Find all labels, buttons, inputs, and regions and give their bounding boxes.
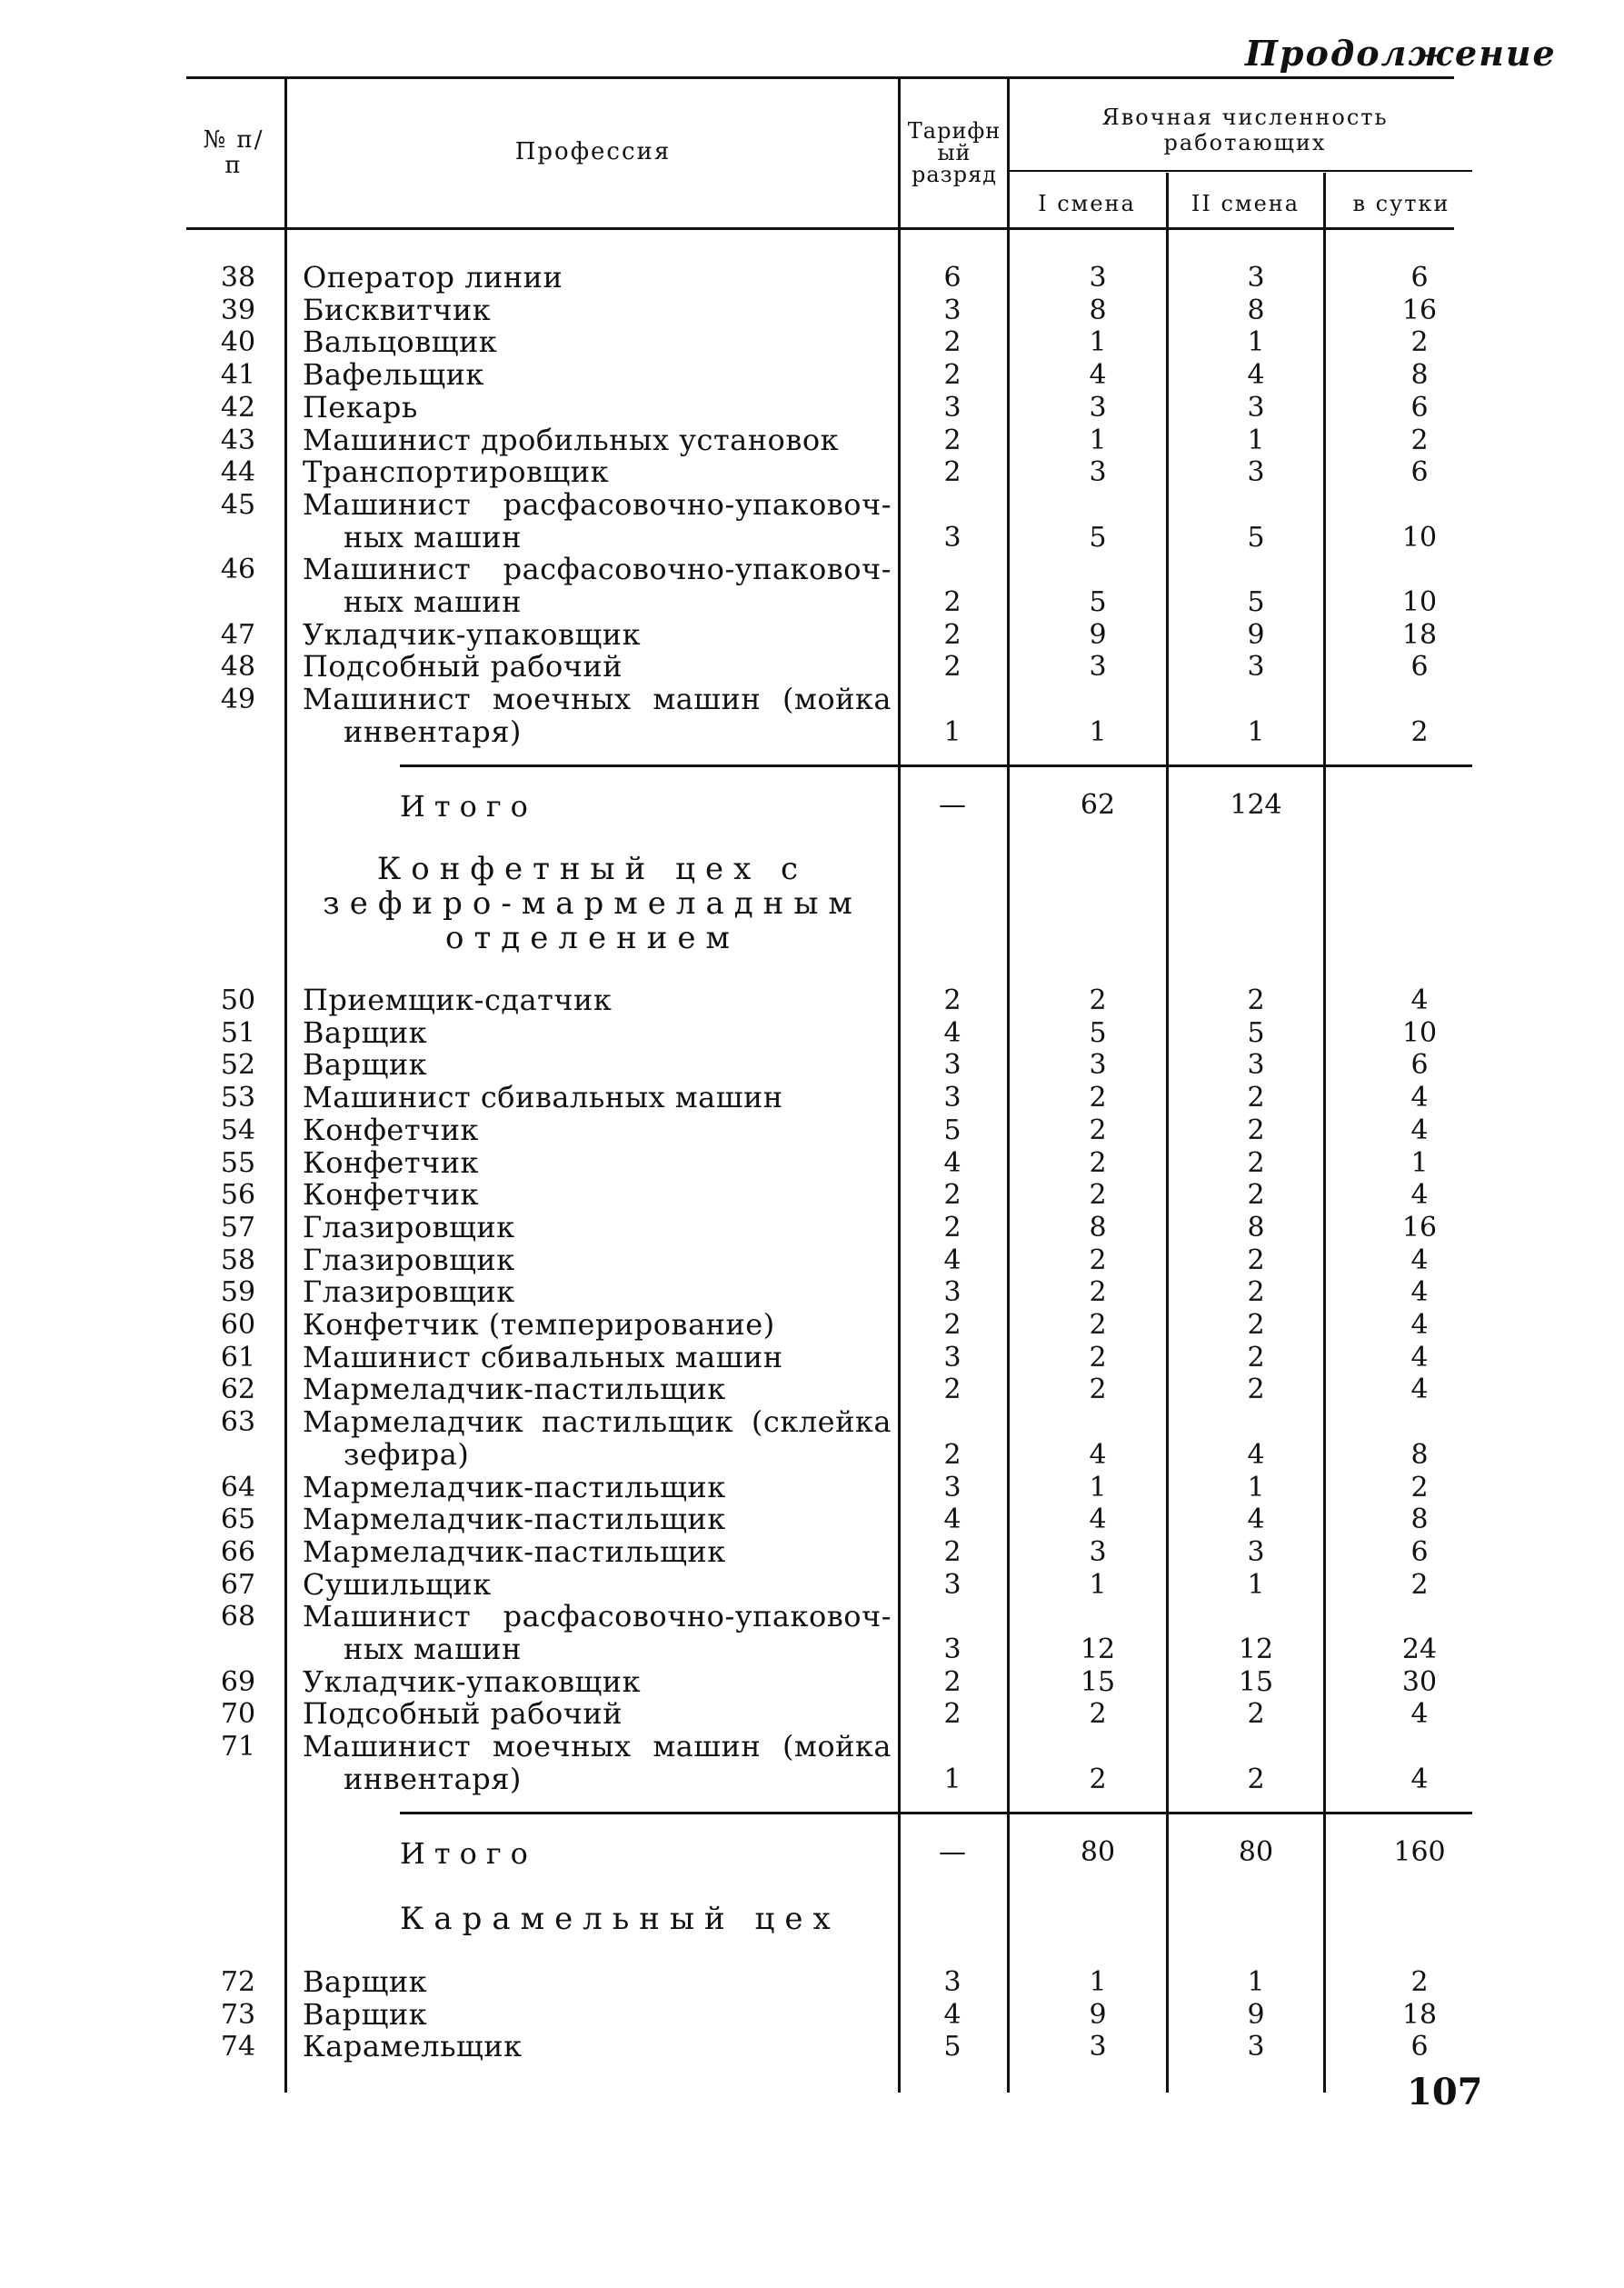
profession-name: Сушильщик xyxy=(303,1566,492,1602)
grade-value: 3 xyxy=(943,1471,961,1504)
per-day-value: 18 xyxy=(1401,618,1438,651)
per-day-value: 6 xyxy=(1410,391,1429,424)
per-day-value: 4 xyxy=(1410,984,1429,1016)
grade-value: 6 xyxy=(943,262,961,294)
profession-name: Укладчик-упаковщик xyxy=(303,1664,642,1699)
profession-name: Оператор линии xyxy=(303,260,563,295)
per-day-value: 6 xyxy=(1410,1535,1429,1568)
shift1-value: 3 xyxy=(1089,262,1107,294)
total2-shift2: 80 xyxy=(1238,1836,1274,1868)
profession-name: Конфетчик xyxy=(303,1112,480,1147)
grade-value: 4 xyxy=(943,1244,961,1276)
row-number: 50 xyxy=(220,984,256,1016)
per-day-value: 2 xyxy=(1410,424,1429,456)
per-day-value: 16 xyxy=(1401,1211,1438,1244)
grade-value: 2 xyxy=(943,984,961,1016)
row-number: 56 xyxy=(220,1179,256,1212)
grade-value: 3 xyxy=(943,1341,961,1374)
grade-value: 3 xyxy=(943,1568,961,1601)
profession-name: Вальцовщик xyxy=(303,325,498,360)
per-day-value: 18 xyxy=(1401,1998,1438,2031)
shift1-value: 5 xyxy=(1089,586,1107,618)
grade-value: 2 xyxy=(943,1179,961,1212)
per-day-value: 16 xyxy=(1401,294,1438,326)
grade-value: 2 xyxy=(943,359,961,392)
shift1-value: 4 xyxy=(1089,1504,1107,1536)
grade-value: 2 xyxy=(943,586,961,618)
shift2-value: 3 xyxy=(1247,262,1265,294)
grade-value: 3 xyxy=(943,1276,961,1309)
grade-value: 3 xyxy=(943,521,961,554)
profession-name: Машинист моечных машин (мойка xyxy=(303,682,892,717)
row-number: 72 xyxy=(220,1966,256,1998)
shift2-value: 4 xyxy=(1247,359,1265,392)
grade-value: 2 xyxy=(943,424,961,456)
per-day-value: 8 xyxy=(1410,1438,1429,1471)
shift1-value: 2 xyxy=(1089,1309,1107,1341)
shift2-value: 2 xyxy=(1247,984,1265,1016)
grade-value: 2 xyxy=(943,1698,961,1731)
shift2-value: 12 xyxy=(1238,1634,1274,1665)
per-day-value: 4 xyxy=(1410,1082,1429,1114)
row-number: 64 xyxy=(220,1471,256,1504)
header-number: № п/п xyxy=(203,126,264,179)
grade-value: 2 xyxy=(943,1665,961,1698)
grade-value: 4 xyxy=(943,1146,961,1179)
grade-value: 3 xyxy=(943,1966,961,1998)
shift2-value: 15 xyxy=(1238,1665,1274,1698)
row-number: 73 xyxy=(220,1998,256,2031)
profession-name: Машинист моечных машин (мойка xyxy=(303,1729,892,1764)
header-grade: Тарифный разряд xyxy=(907,118,1001,187)
row-number: 46 xyxy=(220,554,256,586)
per-day-value: 4 xyxy=(1410,1244,1429,1276)
shift2-value: 5 xyxy=(1247,586,1265,618)
per-day-value: 4 xyxy=(1410,1309,1429,1341)
grade-value: 4 xyxy=(943,1016,961,1049)
shift1-value: 12 xyxy=(1080,1634,1116,1665)
shift2-value: 2 xyxy=(1247,1146,1265,1179)
shift2-value: 4 xyxy=(1247,1438,1265,1471)
grade-value: 2 xyxy=(943,1374,961,1406)
profession-name: Подсобный рабочий xyxy=(303,649,623,684)
profession-name: Машинист расфасовочно-упаковоч- xyxy=(303,486,892,522)
per-day-value: 6 xyxy=(1410,262,1429,294)
per-day-value: 6 xyxy=(1410,651,1429,684)
header-staffing: Явочная численность работающих xyxy=(1101,105,1389,155)
grade-value: 4 xyxy=(943,1504,961,1536)
shift2-value: 2 xyxy=(1247,1698,1265,1731)
continued-label: Продолжение xyxy=(1245,33,1557,74)
profession-name: Мармеладчик пастильщик (склейка xyxy=(303,1404,892,1440)
profession-name: зефира) xyxy=(344,1436,470,1472)
shift2-value: 3 xyxy=(1247,651,1265,684)
row-number: 66 xyxy=(220,1535,256,1568)
row-number: 53 xyxy=(220,1082,256,1114)
per-day-value: 4 xyxy=(1410,1179,1429,1212)
section2-title-line2: зефиро-мармеладным xyxy=(323,885,862,922)
profession-name: Мармеладчик-пастильщик xyxy=(303,1469,726,1504)
per-day-value: 6 xyxy=(1410,1049,1429,1082)
grade-value: 2 xyxy=(943,1309,961,1341)
column-divider-shift2 xyxy=(1323,173,1326,2093)
per-day-value: 10 xyxy=(1401,521,1438,554)
profession-name: ных машин xyxy=(344,584,522,619)
profession-name: ных машин xyxy=(344,1632,522,1666)
section2-title-line1: Конфетный цех с xyxy=(376,851,809,887)
row-number: 68 xyxy=(220,1601,256,1634)
profession-name: Карамельщик xyxy=(303,2029,523,2064)
grade-value: 3 xyxy=(943,1049,961,1082)
row-number: 55 xyxy=(220,1146,256,1179)
row-number: 38 xyxy=(220,262,256,294)
profession-name: Конфетчик xyxy=(303,1144,480,1180)
per-day-value: 10 xyxy=(1401,586,1438,618)
header-bottom-rule xyxy=(186,227,1454,230)
per-day-value: 8 xyxy=(1410,1504,1429,1536)
shift2-value: 5 xyxy=(1247,521,1265,554)
column-divider-grade xyxy=(1007,76,1010,2093)
per-day-value: 2 xyxy=(1410,326,1429,359)
row-number: 52 xyxy=(220,1049,256,1082)
grade-value: 1 xyxy=(943,1763,961,1795)
shift1-value: 3 xyxy=(1089,2031,1107,2063)
row-number: 54 xyxy=(220,1114,256,1146)
per-day-value: 6 xyxy=(1410,456,1429,489)
shift2-value: 3 xyxy=(1247,391,1265,424)
per-day-value: 4 xyxy=(1410,1114,1429,1146)
row-number: 57 xyxy=(220,1211,256,1244)
profession-name: Конфетчик xyxy=(303,1177,480,1213)
profession-name: Машинист дробильных установок xyxy=(303,422,840,457)
shift1-value: 2 xyxy=(1089,1244,1107,1276)
shift2-value: 2 xyxy=(1247,1374,1265,1406)
shift2-value: 2 xyxy=(1247,1114,1265,1146)
profession-name: Транспортировщик xyxy=(303,455,610,490)
shift2-value: 9 xyxy=(1247,618,1265,651)
total2-rule xyxy=(400,1812,1472,1814)
row-number: 71 xyxy=(220,1731,256,1763)
row-number: 62 xyxy=(220,1374,256,1406)
page-number: 107 xyxy=(1407,2071,1483,2113)
shift2-value: 3 xyxy=(1247,1049,1265,1082)
row-number: 47 xyxy=(220,618,256,651)
profession-name: Варщик xyxy=(303,1047,428,1083)
total1-shift1: 62 xyxy=(1080,789,1116,821)
shift1-value: 2 xyxy=(1089,1763,1107,1795)
shift2-value: 3 xyxy=(1247,456,1265,489)
shift1-value: 3 xyxy=(1089,456,1107,489)
grade-value: 3 xyxy=(943,1634,961,1665)
shift1-value: 2 xyxy=(1089,1341,1107,1374)
profession-name: Укладчик-упаковщик xyxy=(303,616,642,652)
profession-name: Вафельщик xyxy=(303,357,484,393)
per-day-value: 2 xyxy=(1410,1471,1429,1504)
shift2-value: 4 xyxy=(1247,1504,1265,1536)
shift2-value: 5 xyxy=(1247,1016,1265,1049)
shift2-value: 1 xyxy=(1247,715,1265,748)
shift1-value: 3 xyxy=(1089,1049,1107,1082)
row-number: 58 xyxy=(220,1244,256,1276)
shift1-value: 1 xyxy=(1089,1966,1107,1998)
shift2-value: 8 xyxy=(1247,294,1265,326)
shift1-value: 3 xyxy=(1089,1535,1107,1568)
profession-name: Машинист сбивальных машин xyxy=(303,1080,783,1115)
row-number: 41 xyxy=(220,359,256,392)
per-day-value: 10 xyxy=(1401,1016,1438,1049)
grade-value: 5 xyxy=(943,1114,961,1146)
row-number: 63 xyxy=(220,1406,256,1439)
row-number: 59 xyxy=(220,1276,256,1309)
row-number: 60 xyxy=(220,1309,256,1341)
row-number: 61 xyxy=(220,1341,256,1374)
grade-value: 3 xyxy=(943,1082,961,1114)
shift1-value: 2 xyxy=(1089,1374,1107,1406)
grade-value: 1 xyxy=(943,715,961,748)
row-number: 67 xyxy=(220,1568,256,1601)
profession-name: инвентаря) xyxy=(344,714,522,749)
grade-value: 5 xyxy=(943,2031,961,2063)
section2-title-line3: отделением xyxy=(445,920,740,956)
per-day-value: 2 xyxy=(1410,715,1429,748)
shift1-value: 3 xyxy=(1089,651,1107,684)
shift2-value: 3 xyxy=(1247,2031,1265,2063)
shift2-value: 2 xyxy=(1247,1341,1265,1374)
profession-name: Машинист расфасовочно-упаковоч- xyxy=(303,1599,892,1634)
row-number: 51 xyxy=(220,1016,256,1049)
shift2-value: 2 xyxy=(1247,1179,1265,1212)
grade-value: 2 xyxy=(943,326,961,359)
grade-value: 2 xyxy=(943,1211,961,1244)
profession-name: Варщик xyxy=(303,1014,428,1050)
per-day-value: 30 xyxy=(1401,1665,1438,1698)
shift1-value: 9 xyxy=(1089,1998,1107,2031)
shift2-value: 2 xyxy=(1247,1082,1265,1114)
shift2-value: 1 xyxy=(1247,1471,1265,1504)
shift1-value: 4 xyxy=(1089,359,1107,392)
shift1-value: 5 xyxy=(1089,521,1107,554)
per-day-value: 2 xyxy=(1410,1966,1429,1998)
total1-label: Итого xyxy=(400,789,537,824)
row-number: 48 xyxy=(220,651,256,684)
profession-name: Глазировщик xyxy=(303,1274,515,1310)
header-shift2: II смена xyxy=(1191,191,1300,216)
grade-value: 2 xyxy=(943,1535,961,1568)
profession-name: Подсобный рабочий xyxy=(303,1696,623,1732)
per-day-value: 8 xyxy=(1410,359,1429,392)
shift1-value: 5 xyxy=(1089,1016,1107,1049)
per-day-value: 4 xyxy=(1410,1341,1429,1374)
header-profession: Профессия xyxy=(514,138,672,165)
row-number: 42 xyxy=(220,391,256,424)
row-number: 40 xyxy=(220,326,256,359)
row-number: 45 xyxy=(220,488,256,521)
row-number: 49 xyxy=(220,684,256,716)
total2-per-day: 160 xyxy=(1393,1836,1446,1868)
shift1-value: 1 xyxy=(1089,326,1107,359)
profession-name: Конфетчик (темперирование) xyxy=(303,1307,775,1342)
profession-name: Варщик xyxy=(303,1996,428,2032)
shift2-value: 9 xyxy=(1247,1998,1265,2031)
profession-name: Мармеладчик-пастильщик xyxy=(303,1372,726,1407)
row-number: 44 xyxy=(220,456,256,489)
total2-grade: — xyxy=(939,1836,966,1868)
profession-name: Машинист сбивальных машин xyxy=(303,1339,783,1374)
total1-rule xyxy=(400,764,1472,767)
header-shift1: I смена xyxy=(1038,191,1136,216)
shift1-value: 1 xyxy=(1089,715,1107,748)
shift2-value: 1 xyxy=(1247,424,1265,456)
shift2-value: 1 xyxy=(1247,1568,1265,1601)
shift1-value: 2 xyxy=(1089,1146,1107,1179)
profession-name: Машинист расфасовочно-упаковоч- xyxy=(303,552,892,587)
shift2-value: 1 xyxy=(1247,1966,1265,1998)
shift1-value: 8 xyxy=(1089,294,1107,326)
profession-name: Глазировщик xyxy=(303,1209,515,1244)
total1-grade: — xyxy=(939,789,966,821)
grade-value: 4 xyxy=(943,1998,961,2031)
per-day-value: 6 xyxy=(1410,2031,1429,2063)
shift2-value: 2 xyxy=(1247,1276,1265,1309)
shift2-value: 3 xyxy=(1247,1535,1265,1568)
profession-name: Глазировщик xyxy=(303,1242,515,1277)
per-day-value: 4 xyxy=(1410,1276,1429,1309)
shift1-value: 15 xyxy=(1080,1665,1116,1698)
shift2-value: 2 xyxy=(1247,1763,1265,1795)
column-divider-number xyxy=(284,76,287,2093)
profession-name: Бисквитчик xyxy=(303,292,492,327)
total2-shift1: 80 xyxy=(1080,1836,1116,1868)
shift1-value: 2 xyxy=(1089,1114,1107,1146)
shift1-value: 2 xyxy=(1089,1179,1107,1212)
shift2-value: 8 xyxy=(1247,1211,1265,1244)
grade-value: 2 xyxy=(943,456,961,489)
column-divider-profession xyxy=(898,76,901,2093)
shift1-value: 2 xyxy=(1089,1698,1107,1731)
shift1-value: 2 xyxy=(1089,1276,1107,1309)
profession-name: Мармеладчик-пастильщик xyxy=(303,1502,726,1537)
row-number: 65 xyxy=(220,1504,256,1536)
shift1-value: 1 xyxy=(1089,1568,1107,1601)
shift1-value: 1 xyxy=(1089,424,1107,456)
shift1-value: 3 xyxy=(1089,391,1107,424)
grade-value: 2 xyxy=(943,618,961,651)
grade-value: 3 xyxy=(943,391,961,424)
shift2-value: 2 xyxy=(1247,1244,1265,1276)
row-number: 69 xyxy=(220,1665,256,1698)
row-number: 70 xyxy=(220,1698,256,1731)
shift2-value: 2 xyxy=(1247,1309,1265,1341)
column-divider-shift1 xyxy=(1166,173,1169,2093)
row-number: 74 xyxy=(220,2031,256,2063)
shift1-value: 1 xyxy=(1089,1471,1107,1504)
row-number: 39 xyxy=(220,294,256,326)
profession-name: Варщик xyxy=(303,1964,428,1999)
shift1-value: 4 xyxy=(1089,1438,1107,1471)
total2-label: Итого xyxy=(400,1836,537,1871)
grade-value: 3 xyxy=(943,294,961,326)
per-day-value: 4 xyxy=(1410,1698,1429,1731)
profession-name: Мармеладчик-пастильщик xyxy=(303,1534,726,1569)
header-per-day: в сутки xyxy=(1352,191,1450,216)
shift1-value: 8 xyxy=(1089,1211,1107,1244)
grade-value: 2 xyxy=(943,651,961,684)
profession-name: Пекарь xyxy=(303,389,418,425)
per-day-value: 4 xyxy=(1410,1374,1429,1406)
shift2-value: 1 xyxy=(1247,326,1265,359)
shift1-value: 9 xyxy=(1089,618,1107,651)
profession-name: инвентаря) xyxy=(344,1761,522,1796)
per-day-value: 24 xyxy=(1401,1634,1438,1665)
section3-title: Карамельный цех xyxy=(400,1901,841,1937)
shift1-value: 2 xyxy=(1089,1082,1107,1114)
total1-shift2: 124 xyxy=(1230,789,1282,821)
per-day-value: 2 xyxy=(1410,1568,1429,1601)
shift1-value: 2 xyxy=(1089,984,1107,1016)
profession-name: ных машин xyxy=(344,519,522,555)
per-day-value: 4 xyxy=(1410,1763,1429,1795)
staffing-subheader-rule xyxy=(1009,170,1472,172)
profession-name: Приемщик-сдатчик xyxy=(303,983,613,1017)
per-day-value: 1 xyxy=(1410,1146,1429,1179)
row-number: 43 xyxy=(220,424,256,456)
grade-value: 2 xyxy=(943,1438,961,1471)
table-top-rule xyxy=(186,76,1454,79)
